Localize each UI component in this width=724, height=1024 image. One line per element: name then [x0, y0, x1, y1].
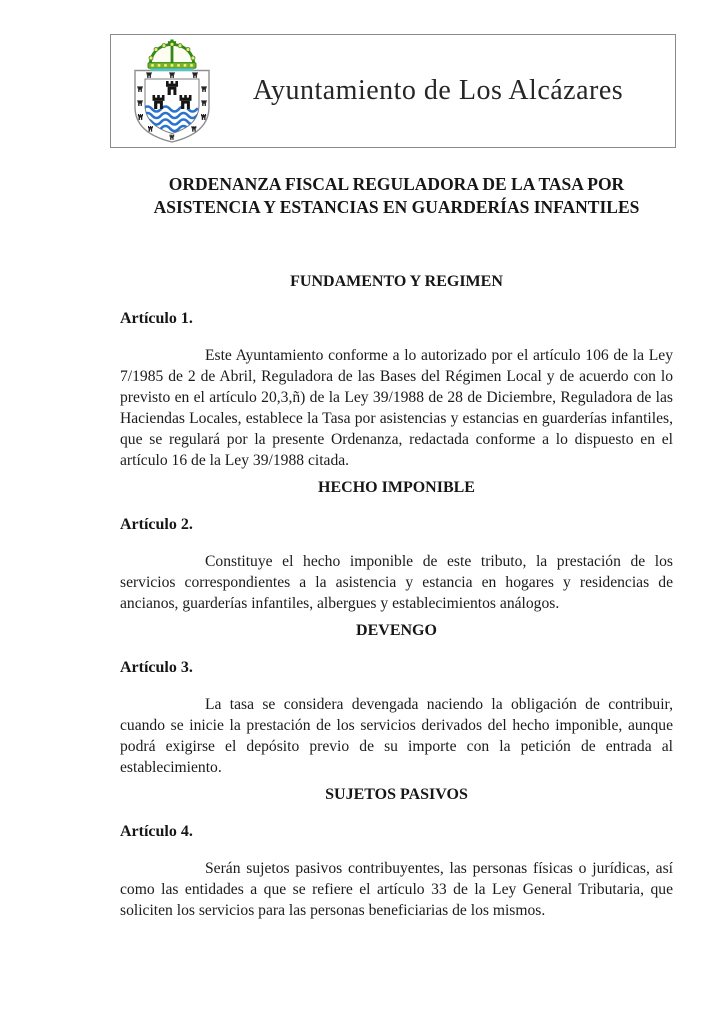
article-label-1: Artículo 1.	[120, 310, 193, 327]
document-content	[120, 147, 673, 929]
paragraph-article-2: Constituye el hecho imponible de este tributo, la prestación de los servicios correspondientes a la asistencia y estancia en hogares y residencias de ancianos, guarderías infantiles, albergues y establecimientos análogos.	[120, 553, 673, 612]
article-label-2: Artículo 2.	[120, 516, 193, 533]
castle-tower-icon	[166, 81, 178, 95]
document-title-line-2: ASISTENCIA Y ESTANCIAS EN GUARDERÍAS INFANTILES	[153, 197, 640, 217]
paragraph-article-3: La tasa se considera devengada naciendo la obligación de contribuir, cuando se inicie la prestación de los servicios derivados del hecho imponible, aunque podrá exigirse el depósito previo de su importe con la petición de entrada al establecimiento.	[120, 696, 673, 776]
crown-icon	[148, 40, 196, 72]
section-heading-hecho-imponible: HECHO IMPONIBLE	[318, 479, 475, 496]
letterhead-box	[110, 34, 676, 148]
section-heading-sujetos-pasivos: SUJETOS PASIVOS	[325, 786, 468, 803]
castle-tower-icon	[153, 95, 165, 109]
castle-tower-icon	[180, 95, 192, 109]
section-heading-devengo: DEVENGO	[356, 622, 437, 639]
paragraph-article-4: Serán sujetos pasivos contribuyentes, las personas físicas o jurídicas, así como las entidades a que se refiere el artículo 33 de la Ley General Tributaria, que soliciten los servicios para las personas beneficiarias de los mismos.	[120, 860, 673, 919]
article-label-4: Artículo 4.	[120, 823, 193, 840]
document-title	[120, 173, 673, 219]
document-title-line-1: ORDENANZA FISCAL REGULADORA DE LA TASA POR	[168, 174, 625, 194]
coat-of-arms-logo	[119, 39, 225, 145]
article-label-3: Artículo 3.	[120, 659, 193, 676]
coat-of-arms-icon	[119, 39, 225, 145]
paragraph-article-1: Este Ayuntamiento conforme a lo autorizado por el artículo 106 de la Ley 7/1985 de 2 de Abril, Reguladora de las Bases del Régimen Local y de acuerdo con lo previsto en el artículo 20,3,ñ) de la Ley 39/1988 de 28 de Diciembre, Reguladora de las Haciendas Locales, establece la Tasa por asistencias y estancias en guarderías infantiles, que se regulará por la presente Ordenanza, redactada conforme a lo dispuesto en el artículo 16 de la Ley 39/1988 citada.	[120, 347, 673, 469]
organization-name: Ayuntamiento de Los Alcázares	[252, 75, 624, 106]
section-heading-fundamento: FUNDAMENTO Y REGIMEN	[290, 273, 503, 290]
